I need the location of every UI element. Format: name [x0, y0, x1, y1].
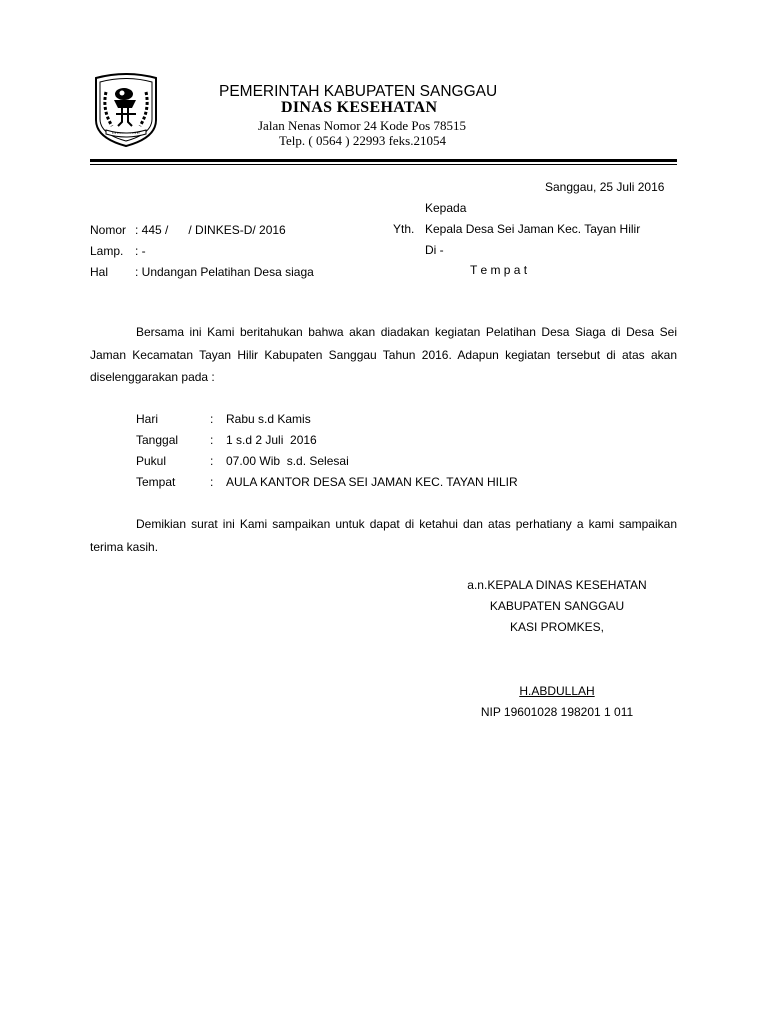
detail-pukul-value: 07.00 Wib s.d. Selesai — [226, 454, 349, 468]
signature-line-1: a.n.KEPALA DINAS KESEHATAN — [467, 578, 647, 592]
addressee-di: Di - — [425, 243, 444, 257]
detail-tempat-value: AULA KANTOR DESA SEI JAMAN KEC. TAYAN HILIR — [226, 475, 518, 489]
addressee-name: Kepala Desa Sei Jaman Kec. Tayan Hilir — [425, 222, 641, 236]
letter-date: Sanggau, 25 Juli 2016 — [545, 180, 665, 194]
addressee-yth: Yth. — [393, 222, 415, 236]
lamp-label: Lamp. — [90, 244, 124, 258]
letterhead-divider-thin — [90, 164, 677, 165]
signatory-nip: NIP 19601028 198201 1 011 — [480, 705, 634, 719]
body-paragraph-2 — [90, 513, 677, 558]
detail-hari-value: Rabu s.d Kamis — [226, 412, 311, 426]
signatory-name: H.ABDULLAH — [519, 684, 595, 698]
addressee-tempat: T e m p a t — [470, 263, 528, 277]
letterhead-office-name: DINAS KESEHATAN — [281, 99, 438, 116]
detail-tanggal-value: 1 s.d 2 Juli 2016 — [226, 433, 317, 447]
hal-value: : Undangan Pelatihan Desa siaga — [135, 265, 314, 279]
detail-pukul-label: Pukul — [136, 454, 167, 468]
regency-emblem-logo — [92, 70, 160, 148]
nomor-value: : 445 / / DINKES-D/ 2016 — [135, 223, 286, 237]
body-paragraph-1-text: Bersama ini Kami beritahukan bahwa akan diadakan kegiatan Pelatihan Desa Siaga di Desa Sei Jaman Kecamatan Tayan Hilir Kabupaten Sanggau Tahun 2016. Adapun kegiatan tersebut di atas akan diselenggarakan pada : — [90, 325, 677, 384]
signature-line-3: KASI PROMKES, — [509, 620, 605, 634]
detail-tempat-sep: : — [210, 475, 214, 489]
letterhead-divider-thick — [90, 159, 677, 162]
letterhead-government-name: PEMERINTAH KABUPATEN SANGGAU — [219, 83, 498, 100]
letterhead-address: Jalan Nenas Nomor 24 Kode Pos 78515 — [258, 118, 466, 133]
body-paragraph-2-text: Demikian surat ini Kami sampaikan untuk dapat di ketahui dan atas perhatiany a kami sampaikan terima kasih. — [90, 517, 677, 554]
detail-hari-label: Hari — [136, 412, 159, 426]
detail-tanggal-label: Tanggal — [136, 433, 179, 447]
body-paragraph-1 — [90, 321, 677, 389]
detail-tempat-label: Tempat — [136, 475, 176, 489]
signature-line-2: KABUPATEN SANGGAU — [489, 599, 625, 613]
addressee-kepada: Kepada — [425, 201, 467, 215]
nomor-label: Nomor — [90, 223, 127, 237]
detail-tanggal-sep: : — [210, 433, 214, 447]
letterhead-phone: Telp. ( 0564 ) 22993 feks.21054 — [279, 133, 446, 148]
hal-label: Hal — [90, 265, 109, 279]
lamp-value: : - — [135, 244, 146, 258]
detail-hari-sep: : — [210, 412, 214, 426]
detail-pukul-sep: : — [210, 454, 214, 468]
